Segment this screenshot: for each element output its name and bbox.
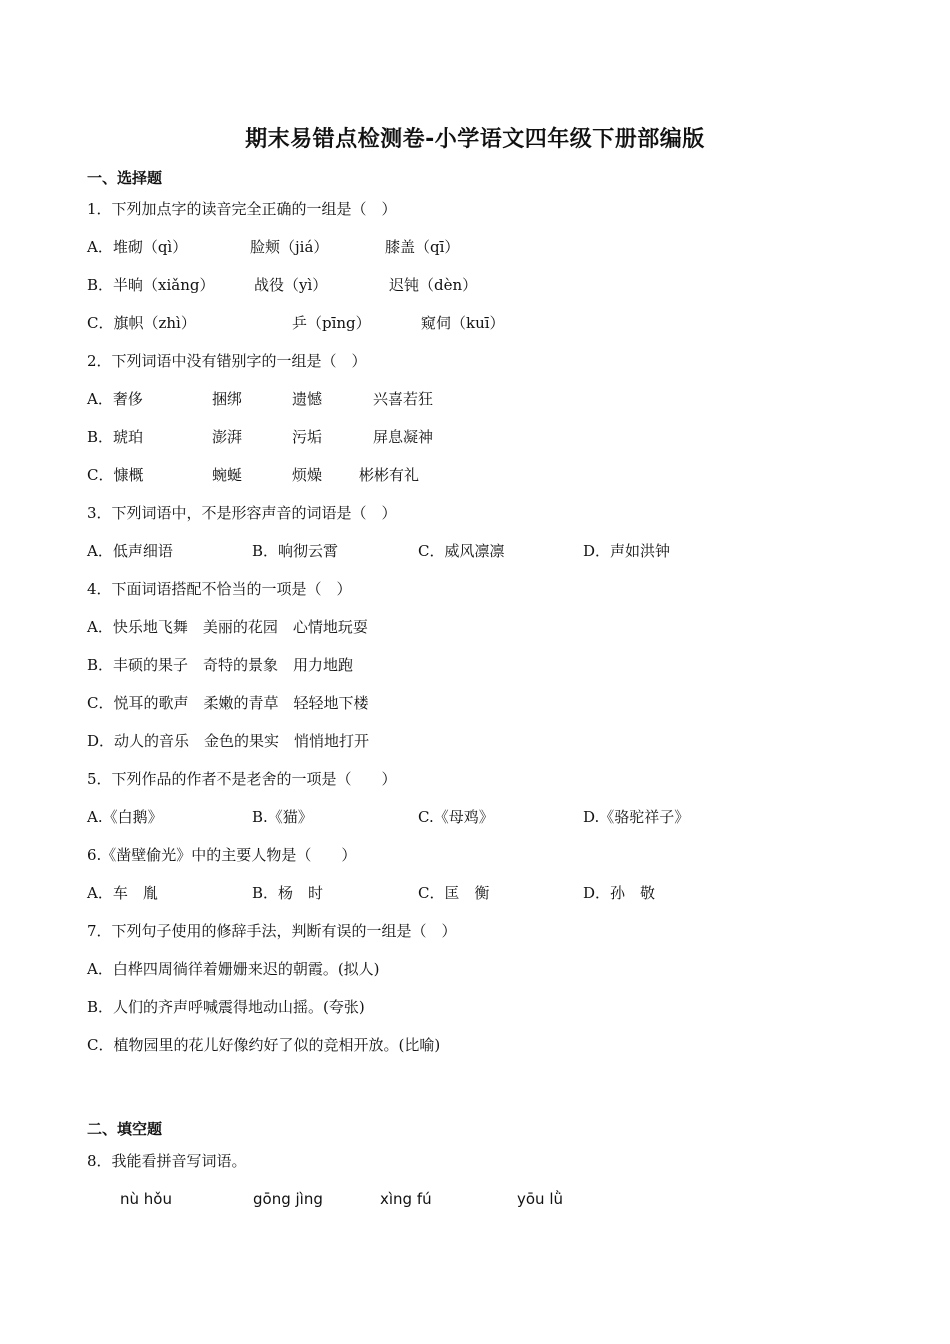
option-a-word-2: 捆绑	[212, 390, 243, 408]
question-4-option-c: C．悦耳的歌声 柔嫩的青草 轻轻地下楼	[87, 694, 369, 712]
question-8-pinyin-row	[120, 1189, 820, 1209]
option-a: A.《白鹅》	[87, 808, 163, 826]
question-4-option-d: D．动人的音乐 金色的果实 悄悄地打开	[87, 732, 370, 750]
question-4-option-b: B．丰硕的果子 奇特的景象 用力地跑	[87, 656, 354, 674]
section-heading-fill: 二、填空题	[87, 1120, 163, 1138]
option-b-word-3: 污垢	[292, 428, 323, 446]
question-5-options	[87, 807, 907, 827]
option-a-item-2: 脸颊（jiá）	[250, 238, 329, 256]
option-c-word-4: 彬彬有礼	[359, 466, 420, 484]
question-3-stem: 3．下列词语中，不是形容声音的词语是（ ）	[87, 504, 397, 522]
option-d: D.《骆驼祥子》	[583, 808, 690, 826]
question-1-option-b	[87, 275, 907, 295]
option-c-word-1: C．慷概	[87, 466, 144, 484]
option-b: B.《猫》	[252, 808, 313, 826]
option-a-word-1: A．奢侈	[87, 390, 143, 408]
option-b-item-3: 迟钝（dèn）	[389, 276, 478, 294]
option-a: A．车 胤	[87, 884, 158, 902]
question-5-stem: 5．下列作品的作者不是老舍的一项是（ ）	[87, 770, 397, 788]
option-a-word-4: 兴喜若狂	[373, 390, 434, 408]
option-d: D．孙 敬	[583, 884, 656, 902]
page-title: 期末易错点检测卷-小学语文四年级下册部编版	[245, 127, 705, 152]
option-c: C．匡 衡	[418, 884, 490, 902]
question-4-option-a: A．快乐地飞舞 美丽的花园 心情地玩耍	[87, 618, 368, 636]
option-c-item-2: 乒（pīng）	[292, 314, 371, 332]
question-6-options	[87, 883, 907, 903]
question-3-options	[87, 541, 907, 561]
option-a-item-1: A．堆砌（qì）	[87, 238, 188, 256]
question-4-stem: 4．下面词语搭配不恰当的一项是（ ）	[87, 580, 352, 598]
option-a-item-3: 膝盖（qī）	[385, 238, 460, 256]
option-b-item-1: B．半晌（xiǎng）	[87, 276, 215, 294]
question-1-stem: 1．下列加点字的读音完全正确的一组是（ ）	[87, 200, 397, 218]
question-7-option-a: A．白桦四周徜徉着姗姗来迟的朝霞。(拟人)	[87, 960, 380, 978]
option-c: C.《母鸡》	[418, 808, 494, 826]
question-2-option-b	[87, 427, 907, 447]
question-7-stem: 7．下列句子使用的修辞手法，判断有误的一组是（ ）	[87, 922, 457, 940]
question-2-option-a	[87, 389, 907, 409]
option-b-word-2: 澎湃	[212, 428, 243, 446]
question-8-stem: 8．我能看拼音写词语。	[87, 1152, 247, 1170]
option-a: A．低声细语	[87, 542, 173, 560]
option-b: B．杨 时	[252, 884, 324, 902]
option-b-item-2: 战役（yì）	[254, 276, 328, 294]
question-6-stem: 6.《凿壁偷光》中的主要人物是（ ）	[87, 846, 357, 864]
option-a-word-3: 遗憾	[292, 390, 323, 408]
pinyin-4: yōu lǜ	[517, 1190, 564, 1208]
option-c: C．威风凛凛	[418, 542, 505, 560]
option-d: D．声如洪钟	[583, 542, 671, 560]
section-heading-choice: 一、选择题	[87, 169, 163, 187]
option-c-item-3: 窥伺（kuī）	[421, 314, 505, 332]
option-c-word-2: 蜿蜒	[212, 466, 243, 484]
question-1-option-a	[87, 237, 907, 257]
option-c-word-3: 烦燥	[292, 466, 323, 484]
question-2-option-c	[87, 465, 907, 485]
pinyin-1: nù hǒu	[120, 1190, 172, 1208]
pinyin-2: gōng jìng	[253, 1190, 323, 1208]
question-7-option-c: C．植物园里的花儿好像约好了似的竞相开放。(比喻)	[87, 1036, 441, 1054]
question-7-option-b: B．人们的齐声呼喊震得地动山摇。(夸张)	[87, 998, 365, 1016]
question-1-option-c	[87, 313, 907, 333]
option-b-word-1: B．琥珀	[87, 428, 144, 446]
pinyin-3: xìng fú	[380, 1190, 432, 1208]
option-c-item-1: C．旗帜（zhì）	[87, 314, 196, 332]
option-b-word-4: 屏息凝神	[373, 428, 434, 446]
option-b: B．响彻云霄	[252, 542, 339, 560]
question-2-stem: 2．下列词语中没有错别字的一组是（ ）	[87, 352, 367, 370]
